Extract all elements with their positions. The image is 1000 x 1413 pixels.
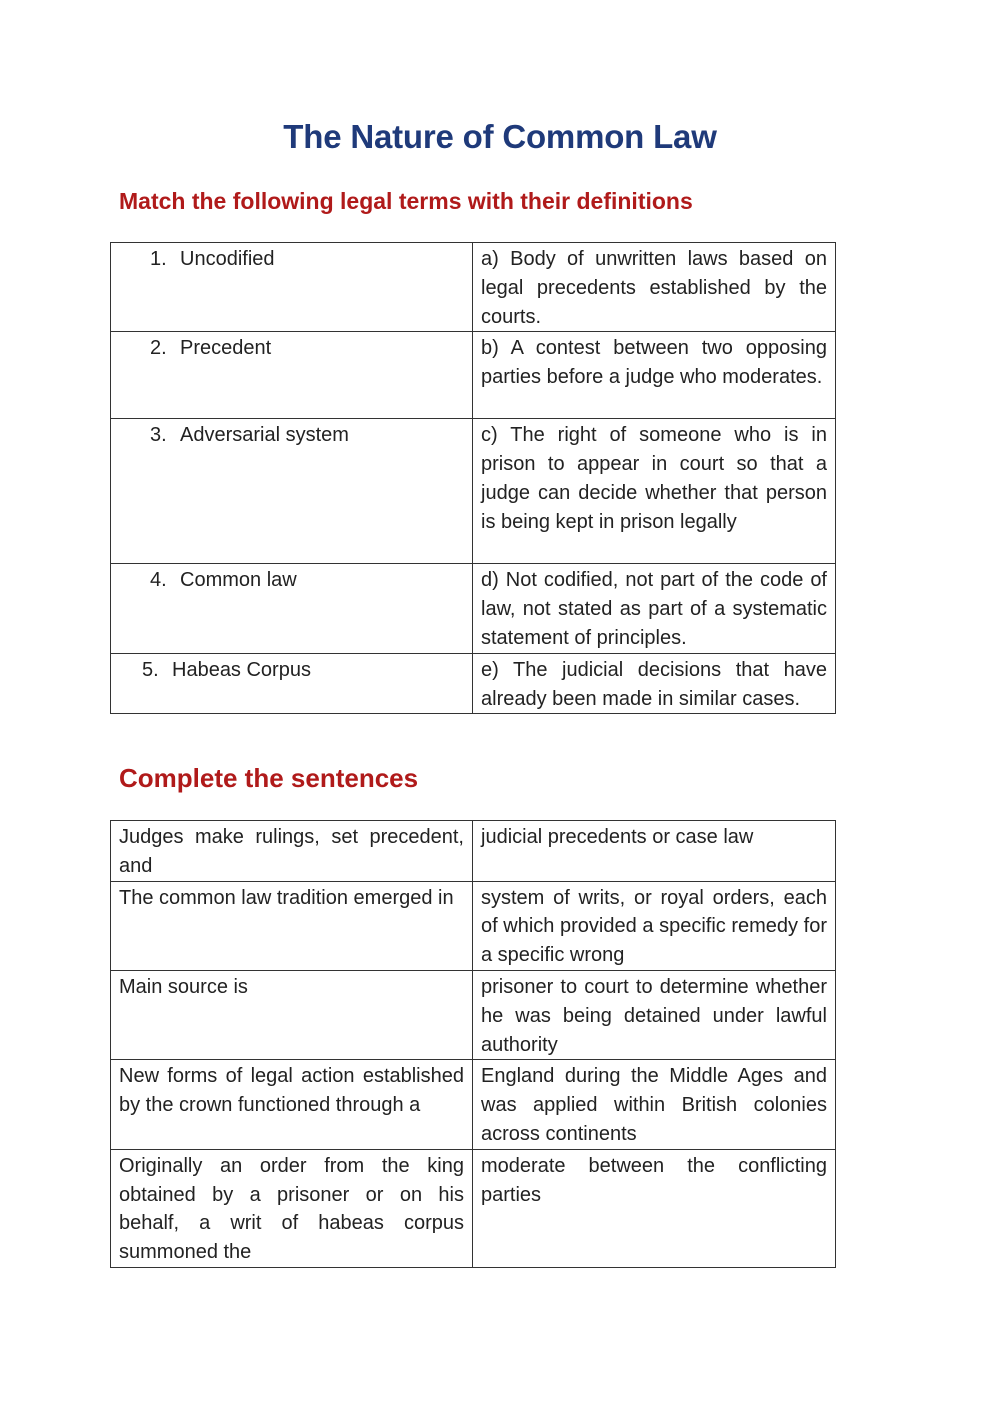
term-cell[interactable]: [111, 564, 473, 653]
match-table: [110, 242, 836, 714]
match-row: [111, 332, 836, 419]
definition-cell[interactable]: e) The judicial decisions that have already been made in similar cases.: [473, 653, 836, 714]
sentence-start-cell[interactable]: New forms of legal action established by the crown functioned through a: [111, 1060, 473, 1149]
sentence-start-cell[interactable]: Originally an order from the king obtained by a prisoner or on his behalf, a writ of habeas corpus summoned the: [111, 1149, 473, 1267]
sentence-start-cell[interactable]: The common law tradition emerged in: [111, 881, 473, 970]
complete-section-heading: Complete the sentences: [119, 763, 419, 793]
sentence-row: [111, 881, 836, 970]
match-row: [111, 419, 836, 564]
match-row: [111, 243, 836, 332]
term-label: Common law: [180, 569, 297, 592]
definition-cell[interactable]: c) The right of someone who is in prison to appear in court so that a judge can decide whether that person is being kept in prison legally: [473, 419, 836, 564]
sentence-row: [111, 1060, 836, 1149]
term-cell[interactable]: [111, 419, 473, 564]
match-section-heading: Match the following legal terms with their definitions: [119, 188, 693, 214]
sentence-ending-cell[interactable]: England during the Middle Ages and was applied within British colonies across continents: [473, 1060, 836, 1149]
term-label: Precedent: [180, 337, 272, 360]
match-row: [111, 564, 836, 653]
term-number: 3.: [150, 424, 167, 447]
term-label: Uncodified: [180, 248, 275, 270]
definition-cell[interactable]: a) Body of unwritten laws based on legal precedents established by the courts.: [473, 243, 836, 332]
page-title: The Nature of Common Law: [283, 118, 717, 155]
term-label: Adversarial system: [180, 424, 349, 447]
sentence-ending-cell[interactable]: prisoner to court to determine whether he was being detained under lawful authority: [473, 970, 836, 1059]
match-row: [111, 653, 836, 714]
term-number: 2.: [150, 337, 167, 360]
sentence-ending-cell[interactable]: moderate between the conflicting parties: [473, 1149, 836, 1267]
sentence-row: [111, 1149, 836, 1267]
sentence-ending-cell[interactable]: judicial precedents or case law: [473, 821, 836, 882]
term-number: 1.: [150, 248, 167, 270]
term-label: Habeas Corpus: [172, 658, 311, 681]
sentence-start-cell[interactable]: Main source is: [111, 970, 473, 1059]
sentence-row: [111, 970, 836, 1059]
sentence-ending-cell[interactable]: system of writs, or royal orders, each of which provided a specific remedy for a specific wrong: [473, 881, 836, 970]
term-cell[interactable]: [111, 653, 473, 714]
sentence-row: [111, 821, 836, 882]
complete-table: [110, 820, 836, 1268]
definition-cell[interactable]: b) A contest between two opposing parties before a judge who moderates.: [473, 332, 836, 419]
term-cell[interactable]: [111, 332, 473, 419]
sentence-start-cell[interactable]: Judges make rulings, set precedent, and: [111, 821, 473, 882]
term-cell[interactable]: [111, 243, 473, 332]
term-number: 4.: [150, 569, 167, 592]
definition-cell[interactable]: d) Not codified, not part of the code of law, not stated as part of a systematic statement of principles.: [473, 564, 836, 653]
term-number: 5.: [142, 658, 159, 681]
